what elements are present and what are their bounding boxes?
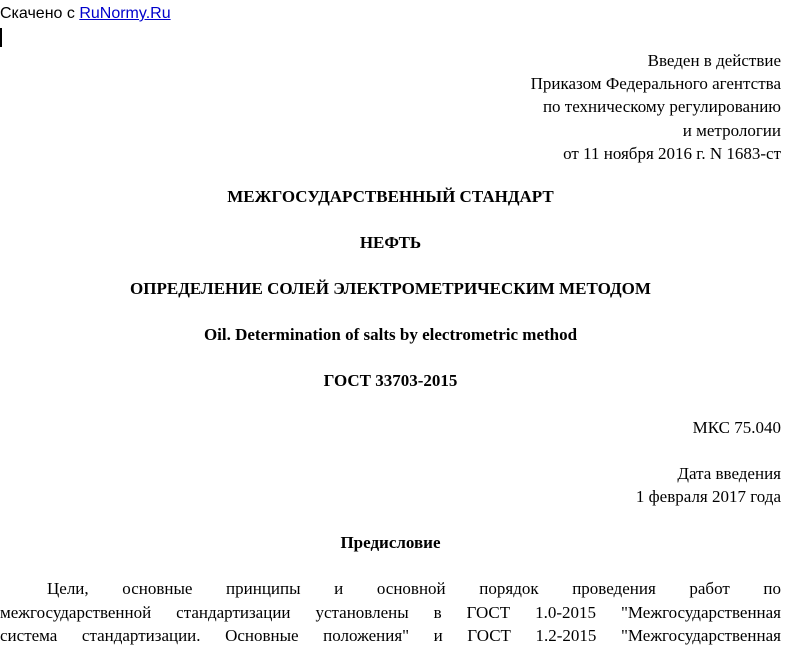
mks-code: МКС 75.040 bbox=[692, 418, 781, 437]
standard-subject: НЕФТЬ bbox=[359, 233, 422, 252]
enactment-line: от 11 ноября 2016 г. N 1683-ст bbox=[563, 143, 781, 163]
download-source-line bbox=[0, 4, 171, 24]
enactment-line: Введен в действие bbox=[647, 51, 781, 70]
foreword-heading: Предисловие bbox=[340, 533, 441, 552]
paragraph-line: система стандартизации. Основные положения" и ГОСТ 1.2-2015 "Межгосударственная bbox=[0, 626, 781, 645]
foreword-paragraph bbox=[0, 577, 781, 648]
text-cursor bbox=[0, 28, 2, 47]
enactment-line: и метрологии bbox=[682, 120, 781, 140]
intro-date-label: Дата введения bbox=[677, 464, 781, 483]
standard-number: ГОСТ 33703-2015 bbox=[323, 371, 458, 390]
standard-title-en: Oil. Determination of salts by electrometric method bbox=[203, 325, 578, 344]
paragraph-line: Цели, основные принципы и основной порядок проведения работ по bbox=[47, 579, 781, 598]
download-prefix: Скачено с bbox=[0, 5, 80, 22]
standard-title-ru: ОПРЕДЕЛЕНИЕ СОЛЕЙ ЭЛЕКТРОМЕТРИЧЕСКИМ МЕТОДОМ bbox=[130, 279, 651, 298]
enactment-line: по техническому регулированию bbox=[542, 97, 781, 117]
paragraph-line: межгосударственной стандартизации установлены в ГОСТ 1.0-2015 "Межгосударственная bbox=[0, 602, 781, 622]
standard-type-heading: МЕЖГОСУДАРСТВЕННЫЙ СТАНДАРТ bbox=[227, 187, 554, 206]
enactment-block bbox=[531, 49, 781, 165]
runormy-link[interactable]: RuNormy.Ru bbox=[79, 5, 171, 22]
intro-date: 1 февраля 2017 года bbox=[635, 487, 781, 506]
enactment-line: Приказом Федерального агентства bbox=[530, 74, 781, 94]
